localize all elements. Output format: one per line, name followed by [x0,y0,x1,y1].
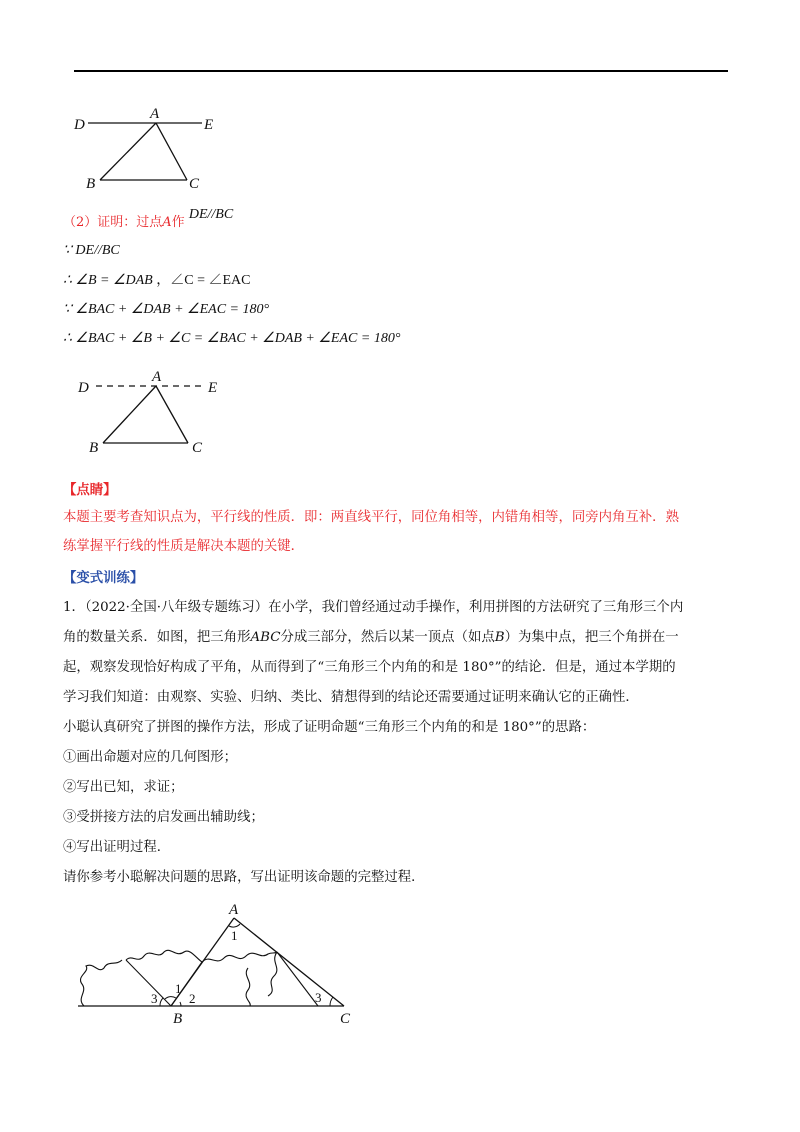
label-a: A [229,902,239,918]
proof-therefore-1a: ∴ ∠B = ∠DAB [63,273,153,288]
label-a: A [152,369,162,385]
label-b: B [86,176,96,192]
variant-heading: 【变式训练】 [63,570,144,586]
label-b: B [89,440,99,456]
question-line-3: 起，观察发现恰好构成了平角，从而得到了“三角形三个内角的和是 180°”的结论．但是，通过本学期的 [63,660,676,675]
question-line-2b: 分成三部分，然后以某一顶点（如点 [280,630,495,645]
tear-right-drop [246,968,250,1006]
side-ac [156,386,188,443]
proof-intro: （2）证明：过点 [63,215,163,230]
angle-1-mid-label: 1 [175,981,182,996]
proof-because-2: ∵ ∠BAC + ∠DAB + ∠EAC = 180° [63,302,270,317]
question-line-2a: 角的数量关系．如图，把三角形 [63,630,251,645]
angle-2-label: 2 [189,991,196,1006]
side-ac [234,918,344,1006]
label-c: C [189,176,200,192]
label-d: D [78,380,89,396]
proof-therefore-1 [63,271,250,291]
proof-make: 作 [171,215,185,230]
proof-intro-line [63,207,234,233]
arc-angle-3-left [160,998,163,1006]
label-c: C [340,1011,351,1027]
arc-angle-1-mid [165,997,176,999]
step-3: ③受拼接方法的启发画出辅助线； [63,810,264,825]
label-a: A [150,106,160,122]
comment-heading: 【点睛】 [63,482,117,498]
angle-3-left-label: 3 [151,991,158,1006]
question-line-5: 小聪认真研究了拼图的操作方法，形成了证明命题“三角形三个内角的和是 180°”的思路： [63,720,596,735]
header-rule [74,70,728,72]
question-text [63,598,739,888]
tear-middle [202,952,277,962]
label-e: E [204,117,214,133]
comment-line-2: 练掌握平行线的性质是解决本题的关键． [63,539,305,554]
question-line-2c: ）为集中点，把三个角拼在一 [504,630,679,645]
side-ab [100,123,156,180]
piece-left-edge [126,960,171,1006]
label-c: C [192,440,203,456]
label-d: D [74,117,85,133]
proof-therefore-2: ∴ ∠BAC + ∠B + ∠C = ∠BAC + ∠DAB + ∠EAC = 180° [63,331,401,346]
arc-angle-3-right [330,997,333,1006]
label-e: E [208,380,218,396]
proof-because-1: ∵ DE//BC [63,243,120,258]
arc-angle-1-top [229,924,240,927]
question-b: B [494,630,505,645]
question-abc: ABC [250,630,281,645]
question-line-4: 学习我们知道：由观察、实验、归纳、类比、猜想得到的结论还需要通过证明来确认它的正确性． [63,690,639,705]
figure-puzzle-triangle [72,902,372,1027]
step-1: ①画出命题对应的几何图形； [63,750,238,765]
figure-triangle-de [70,104,250,196]
comment-line-1: 本题主要考查知识点为，平行线的性质．即：两直线平行，同位角相等，内错角相等，同旁内角互补．熟 [63,510,679,525]
angle-1-top-label: 1 [231,928,238,943]
comment-body [63,508,739,557]
tear-right-loop [268,952,277,996]
step-4: ④写出证明过程． [63,840,171,855]
question-line-2 [63,628,739,648]
proof-de-bc: DE//BC [188,207,234,222]
tear-middle-left [126,950,202,962]
side-ab [103,386,156,443]
question-line-1: 1．（2022·全国·八年级专题练习）在小学，我们曾经通过动手操作，利用拼图的方法研究了三角形三个内 [63,600,684,615]
angle-3-right-label: 3 [315,990,322,1005]
question-ask: 请你参考小聪解决问题的思路，写出证明该命题的完整过程． [63,870,425,885]
figure-triangle-dashed [70,368,250,460]
tear-left [80,960,122,1006]
step-2: ②写出已知，求证； [63,780,184,795]
proof-point: A [162,215,172,230]
label-b: B [173,1011,183,1027]
proof-therefore-1b: ，∠C = ∠EAC [156,273,251,288]
side-ac [156,123,187,180]
piece-right-edge [277,952,318,1006]
